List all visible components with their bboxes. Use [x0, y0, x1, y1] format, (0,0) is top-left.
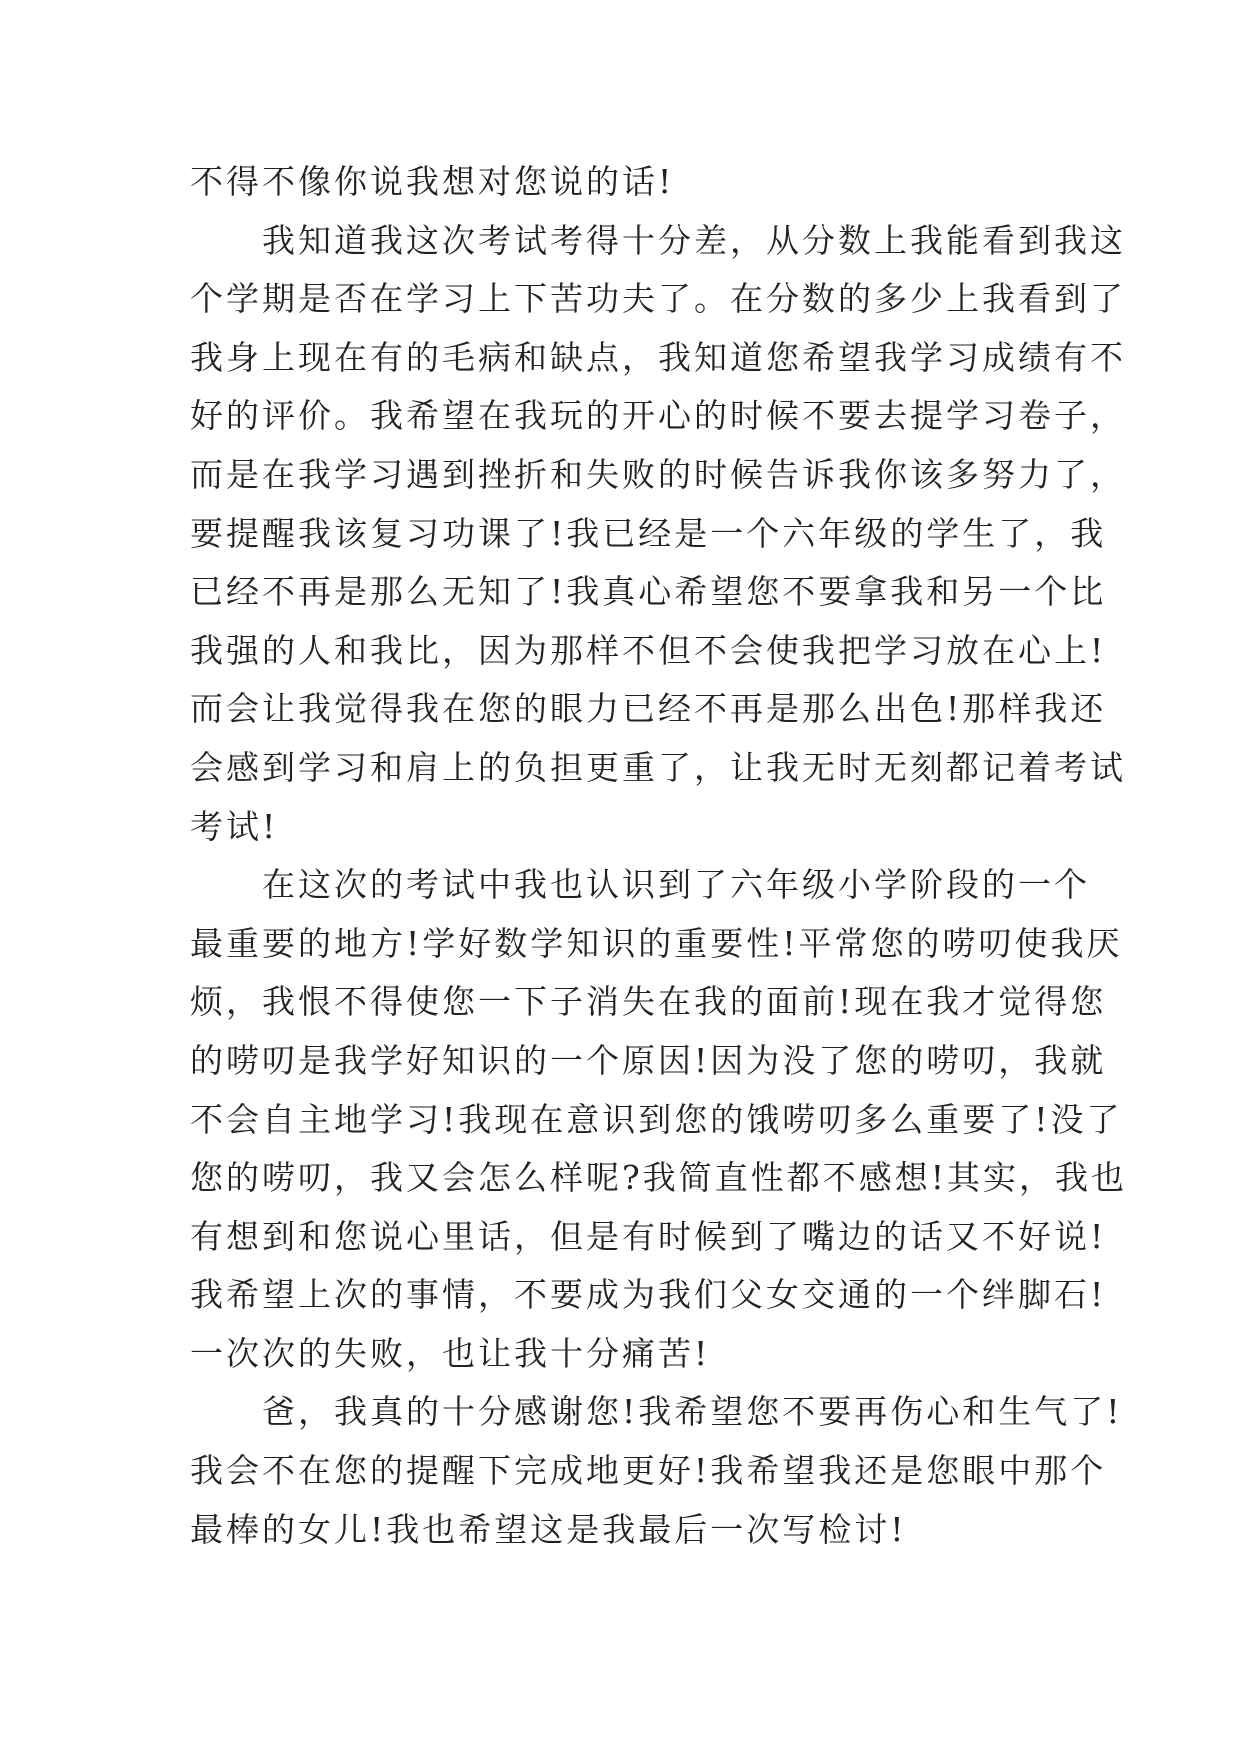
text-line: 一次次的失败，也让我十分痛苦! [190, 1333, 711, 1373]
text-line: 我身上现在有的毛病和缺点，我知道您希望我学习成绩有不 [190, 337, 1126, 377]
text-line: 有想到和您说心里话，但是有时候到了嘴边的话又不好说! [190, 1216, 1107, 1256]
text-line: 在这次的考试中我也认识到了六年级小学阶段的一个 [262, 865, 1090, 905]
text-line: 好的评价。我希望在我玩的开心的时候不要去提学习卷子， [190, 396, 1126, 436]
document-body [190, 153, 1127, 1559]
text-line: 爸，我真的十分感谢您!我希望您不要再伤心和生气了! [262, 1392, 1123, 1432]
text-line: 而是在我学习遇到挫折和失败的时候告诉我你该多努力了， [190, 454, 1126, 494]
text-line: 考试! [190, 806, 279, 846]
text-line: 您的唠叨，我又会怎么样呢?我简直性都不感想!其实，我也 [190, 1158, 1127, 1198]
text-line: 我知道我这次考试考得十分差，从分数上我能看到我这 [262, 220, 1126, 260]
text-line: 不得不像你说我想对您说的话! [190, 162, 675, 201]
text-line: 不会自主地学习!我现在意识到您的饿唠叨多么重要了!没了 [190, 1099, 1123, 1139]
text-line: 而会让我觉得我在您的眼力已经不再是那么出色!那样我还 [190, 689, 1107, 729]
text-line: 烦，我恨不得使您一下子消失在我的面前!现在我才觉得您 [190, 982, 1107, 1022]
text-line: 会感到学习和肩上的负担更重了，让我无时无刻都记着考试 [190, 747, 1126, 787]
text-line: 我希望上次的事情，不要成为我们父女交通的一个绊脚石! [190, 1275, 1107, 1315]
text-line: 我会不在您的提醒下完成地更好!我希望我还是您眼中那个 [190, 1451, 1107, 1491]
text-line: 最棒的女儿!我也希望这是我最后一次写检讨! [190, 1509, 907, 1549]
text-line: 的唠叨是我学好知识的一个原因!因为没了您的唠叨，我就 [190, 1040, 1107, 1080]
text-line: 我强的人和我比，因为那样不但不会使我把学习放在心上! [190, 630, 1107, 670]
text-line: 要提醒我该复习功课了!我已经是一个六年级的学生了，我 [190, 513, 1107, 553]
text-line: 最重要的地方!学好数学知识的重要性!平常您的唠叨使我厌 [190, 923, 1123, 963]
text-line: 个学期是否在学习上下苦功夫了。在分数的多少上我看到了 [190, 279, 1126, 319]
text-line: 已经不再是那么无知了!我真心希望您不要拿我和另一个比 [190, 572, 1107, 612]
